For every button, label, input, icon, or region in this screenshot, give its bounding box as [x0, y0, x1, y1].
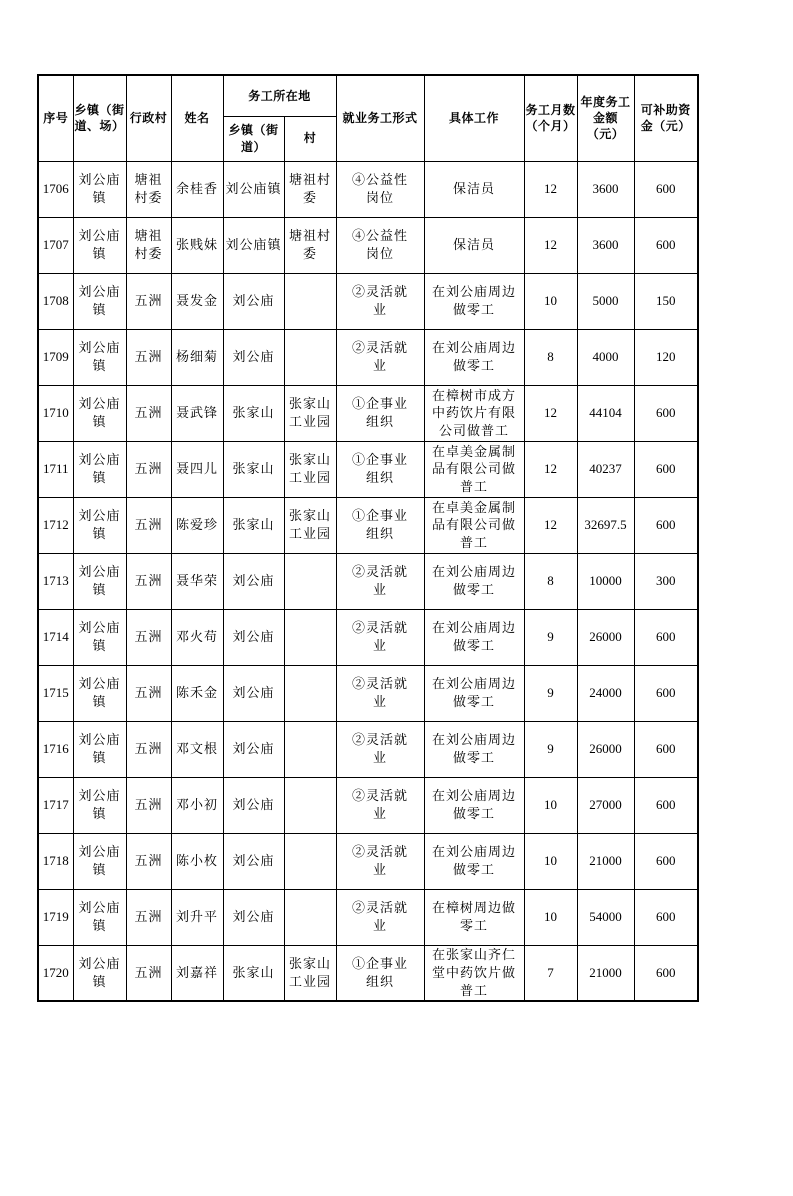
cell-work-village: 张家山工业园: [284, 497, 336, 553]
table-row: [38, 329, 698, 385]
cell-serial: 1709: [38, 329, 73, 385]
cell-subsidy: 600: [634, 665, 698, 721]
cell-subsidy: 600: [634, 945, 698, 1001]
cell-months: 12: [524, 441, 577, 497]
cell-name: 邓文根: [171, 721, 223, 777]
cell-township: 刘公庙镇: [73, 161, 126, 217]
table-header: [38, 75, 698, 161]
cell-work-village: [284, 889, 336, 945]
cell-months: 12: [524, 497, 577, 553]
cell-subsidy: 600: [634, 721, 698, 777]
table-row: [38, 609, 698, 665]
table-row: [38, 497, 698, 553]
cell-village: 五洲: [126, 609, 171, 665]
cell-form: ②灵活就业: [336, 721, 424, 777]
cell-months: 12: [524, 161, 577, 217]
cell-amount: 40237: [577, 441, 634, 497]
cell-work-village: [284, 833, 336, 889]
cell-work-township: 刘公庙: [223, 553, 284, 609]
table-row: [38, 833, 698, 889]
cell-months: 8: [524, 553, 577, 609]
cell-village: 五洲: [126, 721, 171, 777]
cell-job: 在刘公庙周边做零工: [424, 329, 524, 385]
cell-serial: 1713: [38, 553, 73, 609]
cell-township: 刘公庙镇: [73, 385, 126, 441]
cell-township: 刘公庙镇: [73, 273, 126, 329]
cell-township: 刘公庙镇: [73, 553, 126, 609]
table-row: [38, 217, 698, 273]
cell-name: 刘嘉祥: [171, 945, 223, 1001]
cell-village: 五洲: [126, 441, 171, 497]
header-name: 姓名: [171, 75, 223, 161]
cell-work-village: 张家山工业园: [284, 441, 336, 497]
cell-form: ②灵活就业: [336, 889, 424, 945]
cell-subsidy: 300: [634, 553, 698, 609]
cell-form: ②灵活就业: [336, 777, 424, 833]
cell-months: 10: [524, 777, 577, 833]
cell-work-township: 张家山: [223, 945, 284, 1001]
cell-amount: 21000: [577, 945, 634, 1001]
cell-form: ②灵活就业: [336, 553, 424, 609]
cell-months: 10: [524, 273, 577, 329]
cell-amount: 27000: [577, 777, 634, 833]
cell-township: 刘公庙镇: [73, 945, 126, 1001]
cell-work-township: 刘公庙: [223, 889, 284, 945]
cell-months: 12: [524, 385, 577, 441]
cell-name: 杨细菊: [171, 329, 223, 385]
table-row: [38, 273, 698, 329]
cell-name: 邓小初: [171, 777, 223, 833]
cell-village: 五洲: [126, 385, 171, 441]
header-months: 务工月数（个月）: [524, 75, 577, 161]
cell-township: 刘公庙镇: [73, 441, 126, 497]
cell-subsidy: 600: [634, 889, 698, 945]
cell-form: ①企事业组织: [336, 441, 424, 497]
cell-job: 在刘公庙周边做零工: [424, 833, 524, 889]
cell-months: 10: [524, 889, 577, 945]
cell-form: ①企事业组织: [336, 497, 424, 553]
cell-work-village: 塘祖村委: [284, 217, 336, 273]
cell-work-village: [284, 777, 336, 833]
cell-job: 在刘公庙周边做零工: [424, 609, 524, 665]
cell-subsidy: 600: [634, 833, 698, 889]
cell-job: 保洁员: [424, 217, 524, 273]
cell-subsidy: 120: [634, 329, 698, 385]
cell-name: 聂华荣: [171, 553, 223, 609]
cell-township: 刘公庙镇: [73, 889, 126, 945]
cell-village: 塘祖村委: [126, 217, 171, 273]
cell-subsidy: 600: [634, 777, 698, 833]
cell-serial: 1707: [38, 217, 73, 273]
cell-months: 9: [524, 609, 577, 665]
header-amount: 年度务工金额（元）: [577, 75, 634, 161]
cell-work-township: 张家山: [223, 497, 284, 553]
cell-serial: 1710: [38, 385, 73, 441]
cell-job: 在张家山齐仁堂中药饮片做普工: [424, 945, 524, 1001]
cell-months: 7: [524, 945, 577, 1001]
cell-job: 在刘公庙周边做零工: [424, 721, 524, 777]
cell-form: ④公益性岗位: [336, 161, 424, 217]
cell-months: 8: [524, 329, 577, 385]
table-body: [38, 161, 698, 1001]
cell-name: 陈小枚: [171, 833, 223, 889]
cell-name: 陈禾金: [171, 665, 223, 721]
cell-subsidy: 600: [634, 161, 698, 217]
cell-name: 余桂香: [171, 161, 223, 217]
cell-work-village: 张家山工业园: [284, 945, 336, 1001]
header-job: 具体工作: [424, 75, 524, 161]
cell-township: 刘公庙镇: [73, 329, 126, 385]
cell-job: 保洁员: [424, 161, 524, 217]
cell-work-village: 塘祖村委: [284, 161, 336, 217]
header-subsidy: 可补助资金（元）: [634, 75, 698, 161]
cell-serial: 1706: [38, 161, 73, 217]
cell-work-township: 刘公庙: [223, 329, 284, 385]
header-village: 行政村: [126, 75, 171, 161]
cell-amount: 54000: [577, 889, 634, 945]
cell-village: 五洲: [126, 889, 171, 945]
cell-job: 在樟树市成方中药饮片有限公司做普工: [424, 385, 524, 441]
cell-township: 刘公庙镇: [73, 609, 126, 665]
table-row: [38, 553, 698, 609]
cell-amount: 44104: [577, 385, 634, 441]
cell-serial: 1720: [38, 945, 73, 1001]
cell-serial: 1711: [38, 441, 73, 497]
header-township: 乡镇（街道、场）: [73, 75, 126, 161]
cell-amount: 3600: [577, 217, 634, 273]
cell-village: 五洲: [126, 329, 171, 385]
table-row: [38, 721, 698, 777]
cell-work-township: 刘公庙镇: [223, 161, 284, 217]
cell-serial: 1716: [38, 721, 73, 777]
employment-subsidy-table: [37, 74, 699, 1002]
cell-amount: 21000: [577, 833, 634, 889]
cell-serial: 1719: [38, 889, 73, 945]
cell-name: 聂武锋: [171, 385, 223, 441]
cell-form: ②灵活就业: [336, 609, 424, 665]
table-row: [38, 889, 698, 945]
cell-township: 刘公庙镇: [73, 833, 126, 889]
header-work-location-group: 务工所在地: [223, 75, 336, 116]
header-form: 就业务工形式: [336, 75, 424, 161]
cell-name: 聂发金: [171, 273, 223, 329]
cell-form: ①企事业组织: [336, 945, 424, 1001]
cell-serial: 1715: [38, 665, 73, 721]
cell-work-township: 刘公庙: [223, 273, 284, 329]
cell-work-township: 刘公庙: [223, 609, 284, 665]
cell-job: 在刘公庙周边做零工: [424, 273, 524, 329]
cell-serial: 1718: [38, 833, 73, 889]
cell-amount: 5000: [577, 273, 634, 329]
cell-village: 塘祖村委: [126, 161, 171, 217]
cell-name: 刘升平: [171, 889, 223, 945]
cell-job: 在刘公庙周边做零工: [424, 553, 524, 609]
cell-work-village: 张家山工业园: [284, 385, 336, 441]
cell-job: 在刘公庙周边做零工: [424, 665, 524, 721]
cell-form: ②灵活就业: [336, 273, 424, 329]
cell-name: 陈爱珍: [171, 497, 223, 553]
header-work-village: 村: [284, 116, 336, 161]
cell-township: 刘公庙镇: [73, 665, 126, 721]
cell-amount: 10000: [577, 553, 634, 609]
table-row: [38, 777, 698, 833]
cell-months: 9: [524, 665, 577, 721]
cell-village: 五洲: [126, 665, 171, 721]
cell-village: 五洲: [126, 273, 171, 329]
cell-job: 在樟树周边做零工: [424, 889, 524, 945]
cell-amount: 26000: [577, 721, 634, 777]
table-row: [38, 385, 698, 441]
cell-work-township: 刘公庙: [223, 665, 284, 721]
cell-work-township: 刘公庙: [223, 721, 284, 777]
cell-work-township: 刘公庙镇: [223, 217, 284, 273]
cell-village: 五洲: [126, 497, 171, 553]
cell-months: 10: [524, 833, 577, 889]
cell-form: ②灵活就业: [336, 665, 424, 721]
cell-work-village: [284, 665, 336, 721]
cell-township: 刘公庙镇: [73, 777, 126, 833]
cell-subsidy: 600: [634, 441, 698, 497]
table-row: [38, 161, 698, 217]
cell-work-village: [284, 609, 336, 665]
cell-form: ②灵活就业: [336, 329, 424, 385]
cell-months: 12: [524, 217, 577, 273]
table-row: [38, 441, 698, 497]
cell-work-village: [284, 273, 336, 329]
cell-work-village: [284, 721, 336, 777]
cell-form: ②灵活就业: [336, 833, 424, 889]
table-row: [38, 945, 698, 1001]
cell-months: 9: [524, 721, 577, 777]
cell-serial: 1717: [38, 777, 73, 833]
cell-amount: 24000: [577, 665, 634, 721]
cell-serial: 1712: [38, 497, 73, 553]
cell-name: 张贱妹: [171, 217, 223, 273]
header-work-township: 乡镇（街道）: [223, 116, 284, 161]
cell-township: 刘公庙镇: [73, 217, 126, 273]
header-serial: 序号: [38, 75, 73, 161]
cell-form: ④公益性岗位: [336, 217, 424, 273]
cell-township: 刘公庙镇: [73, 497, 126, 553]
cell-subsidy: 600: [634, 497, 698, 553]
cell-form: ①企事业组织: [336, 385, 424, 441]
cell-subsidy: 150: [634, 273, 698, 329]
cell-name: 聂四儿: [171, 441, 223, 497]
cell-serial: 1708: [38, 273, 73, 329]
table-row: [38, 665, 698, 721]
cell-job: 在卓美金属制品有限公司做普工: [424, 441, 524, 497]
cell-work-township: 刘公庙: [223, 833, 284, 889]
cell-work-township: 刘公庙: [223, 777, 284, 833]
cell-amount: 32697.5: [577, 497, 634, 553]
cell-job: 在卓美金属制品有限公司做普工: [424, 497, 524, 553]
cell-serial: 1714: [38, 609, 73, 665]
cell-job: 在刘公庙周边做零工: [424, 777, 524, 833]
cell-village: 五洲: [126, 777, 171, 833]
cell-amount: 4000: [577, 329, 634, 385]
cell-amount: 3600: [577, 161, 634, 217]
cell-subsidy: 600: [634, 385, 698, 441]
cell-village: 五洲: [126, 945, 171, 1001]
cell-work-village: [284, 329, 336, 385]
cell-subsidy: 600: [634, 217, 698, 273]
cell-township: 刘公庙镇: [73, 721, 126, 777]
cell-amount: 26000: [577, 609, 634, 665]
cell-work-village: [284, 553, 336, 609]
cell-work-township: 张家山: [223, 441, 284, 497]
cell-subsidy: 600: [634, 609, 698, 665]
cell-name: 邓火苟: [171, 609, 223, 665]
cell-village: 五洲: [126, 833, 171, 889]
cell-work-township: 张家山: [223, 385, 284, 441]
cell-village: 五洲: [126, 553, 171, 609]
